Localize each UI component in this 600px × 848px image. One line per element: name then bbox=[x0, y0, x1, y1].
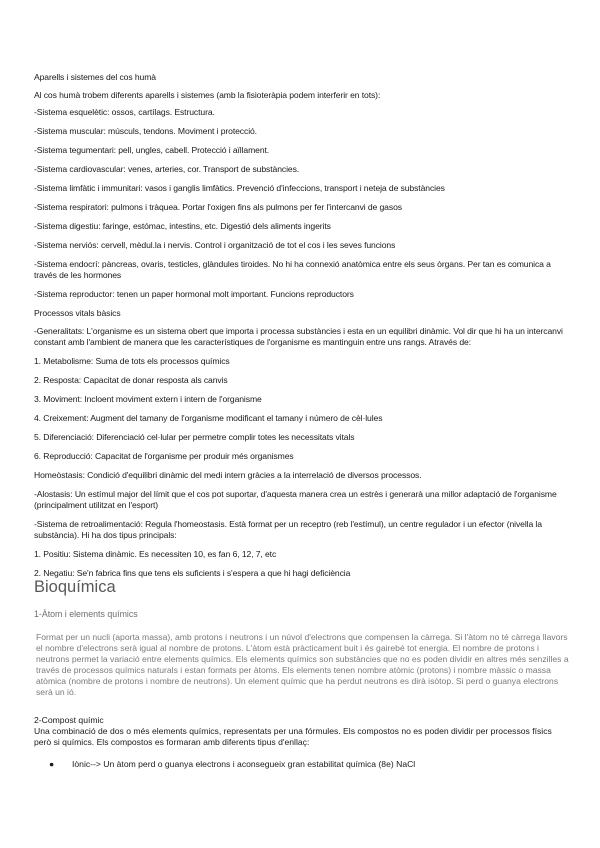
paragraph: -Sistema de retroalimentació: Regula l'homeostasis. Està format per un receptro (reb l'estímul), un centre regulador i un efector (nivella la substància). Hi ha dos tipus principals: bbox=[34, 518, 542, 540]
bioquimica-subtitle: 1-Àtom i elements químics bbox=[34, 609, 138, 619]
paragraph: Homeòstasis: Condició d'equilibri dinàmic del medi intern gràcies a la interrelació de diversos processos. bbox=[34, 469, 422, 480]
list-item: 2. Negatiu: Se'n fabrica fins que tens els suficients i s'espera a que hi hagi deficiència bbox=[34, 567, 351, 578]
list-item-text: Iònic--> Un àtom perd o guanya electrons i aconsegueix gran estabilitat química (8e) NaCl bbox=[72, 759, 416, 769]
paragraph: -Sistema cardiovascular: venes, arteries, cor. Transport de substàncies. bbox=[34, 164, 300, 174]
paragraph: -Sistema esquelètic: ossos, cartílags. Estructura. bbox=[34, 107, 215, 117]
list-item: 1. Positiu: Sistema dinàmic. Es necessiten 10, es fan 6, 12, 7, etc bbox=[34, 548, 277, 559]
paragraph: -Sistema respiratori: pulmons i tràquea. Portar l'oxigen fins als pulmons per fer l'intercanvi de gasos bbox=[34, 202, 402, 212]
paragraph: -Generalitats: L'organisme es un sistema obert que importa i processa substàncies i esta en un equilibri dinàmic. Vol dir que hi ha un intercanvi constant amb l'ambient de manera que les característiques de l'organisme es mantinguin entre uns rangs. Através de: bbox=[34, 325, 563, 347]
intro-paragraph: Al cos humà trobem diferents aparells i sistemes (amb la fisioteràpia podem interferir en tots): bbox=[34, 89, 381, 100]
paragraph: -Sistema tegumentari: pell, ungles, cabell. Protecció i aïllament. bbox=[34, 145, 270, 155]
section-title: Aparells i sistemes del cos humà bbox=[34, 72, 156, 82]
compost-description: Una combinació de dos o més elements químics, representats per una fórmules. Els compostos no es poden dividir per processos físics però si químics. Els compostos es formaran amb diferents tipus d'enllaç: bbox=[34, 726, 552, 747]
paragraph: -Sistema nerviós: cervell, mèdul.la i nervis. Control i organització de tot el cos i les seves funcions bbox=[34, 240, 396, 250]
paragraph: -Sistema endocrí: pàncreas, ovaris, testicles, glàndules tiroides. No hi ha connexió anatòmica entre els seus òrgans. Per tan es comunica a través de les hormones bbox=[34, 259, 551, 280]
paragraph: -Alostasis: Un estímul major del límit que el cos pot suportar, d'aquesta manera crea un estrès i generarà una millor adaptació de l'organisme (principalment utilitzat en l'esport) bbox=[34, 488, 557, 510]
paragraph: -Sistema reproductor: tenen un paper hormonal molt important. Funcions reproductors bbox=[34, 289, 354, 299]
list-item: 5. Diferenciació: Diferenciació cel·lular per permetre complir totes les necessitats vitals bbox=[34, 431, 355, 442]
section-bioquimica bbox=[34, 576, 570, 770]
section-heading: Processos vitals bàsics bbox=[34, 308, 121, 318]
atom-paragraph: Format per un nucli (aporta massa), amb protons i neutrons i un núvol d'electrons que compensen la càrrega. Si l'àtom no té càrrega llavors el nombre d'electrons serà igual al nombre de protons. L'àtom està pràcticament buit i és gairebé tot energia. El nombre de protons i neutrons permet la variació entre elements químics. Els elements químics son substàncies que no es poden dividir en altres més senzilles a través de processos químics naturals i estan formats per àtoms. Els elements tenen nombre atòmic (protons) i nombre màssic o massa atòmica (nombre de protons i nombre de neutrons). Un element químic que ha perdut neutrons es dirà isòtop. Si perd o guanya electrons serà un ió. bbox=[36, 632, 569, 697]
paragraph: -Sistema muscular: músculs, tendons. Moviment i protecció. bbox=[34, 126, 257, 136]
bond-list bbox=[34, 759, 570, 770]
paragraph: -Sistema digestiu: faringe, estómac, intestins, etc. Digestió dels aliments ingerits bbox=[34, 221, 331, 231]
bullet-icon: ● bbox=[49, 759, 55, 769]
list-item: 3. Moviment: Incloent moviment extern i intern de l'organisme bbox=[34, 393, 262, 404]
bioquimica-title: Bioquímica bbox=[34, 578, 116, 596]
section-body-systems bbox=[34, 72, 570, 587]
list-item: 2. Resposta: Capacitat de donar resposta als canvis bbox=[34, 374, 228, 385]
list-item: 4. Creixement: Augment del tamany de l'organisme modificant el tamany i número de cèl·lules bbox=[34, 412, 383, 423]
compost-heading: 2-Compost químic bbox=[34, 715, 104, 725]
list-item: 1. Metabolisme: Suma de tots els processos químics bbox=[34, 355, 230, 366]
list-item: 6. Reproducció: Capacitat de l'organisme per produir més organismes bbox=[34, 450, 294, 461]
paragraph: -Sistema limfàtic i immunitari: vasos i ganglis limfàtics. Prevenció d'infeccions, transport i neteja de substàncies bbox=[34, 183, 445, 193]
list-item bbox=[34, 759, 570, 770]
